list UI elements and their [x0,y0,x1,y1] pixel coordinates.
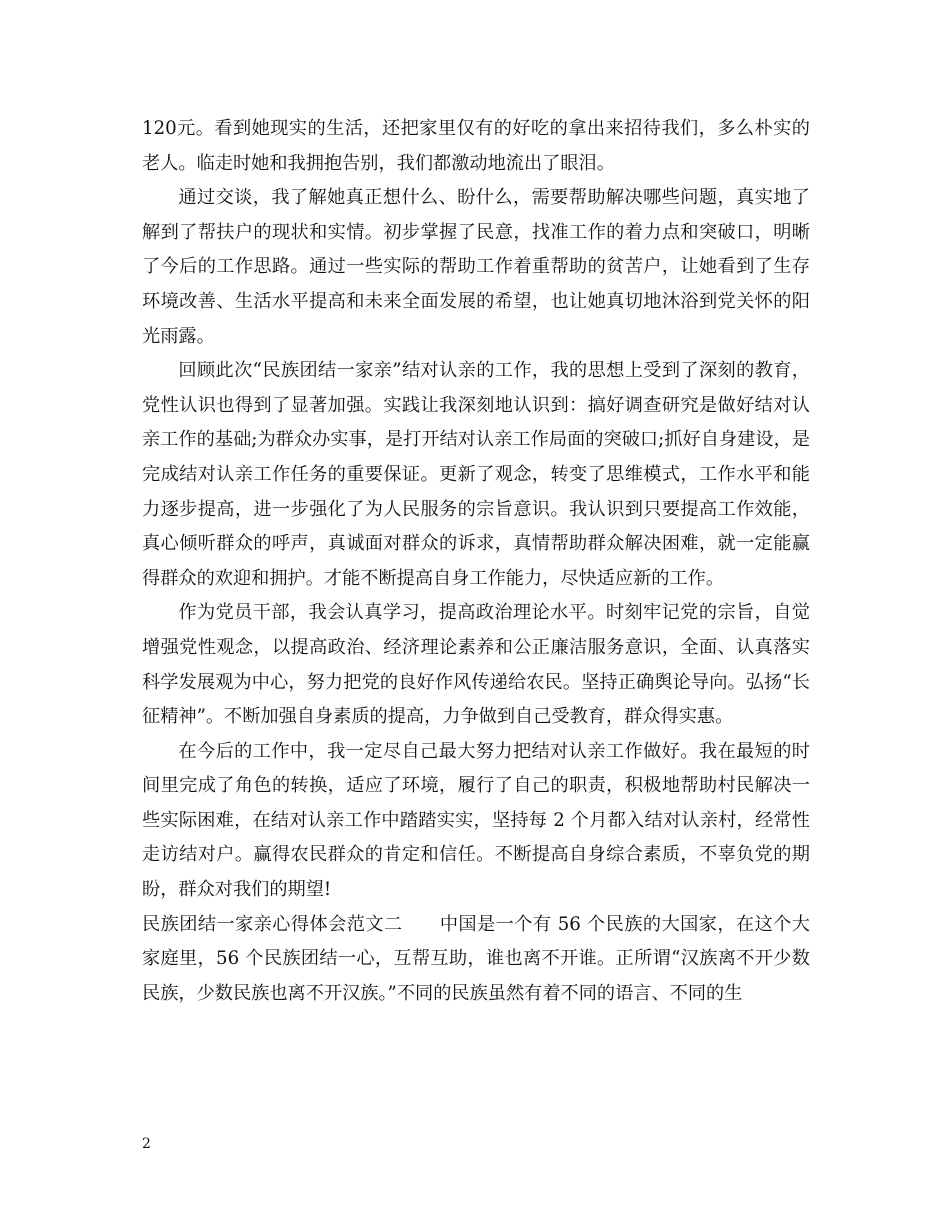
paragraph-1: 120元。看到她现实的生活，还把家里仅有的好吃的拿出来招待我们，多么朴实的老人。临走时她和我拥抱告别，我们都激动地流出了眼泪。 [142,118,810,174]
page-number: 2 [142,1136,151,1152]
document-body [142,112,810,1011]
paragraph-6: 民族团结一家亲心得体会范文二 中国是一个有 56 个民族的大国家，在这个大家庭里，56 个民族团结一心，互帮互助，谁也离不开谁。正所谓“汉族离不开少数民族，少数民族也离不开汉族。”不同的民族虽然有着不同的语言、不同的生 [142,913,810,1004]
paragraph-5: 在今后的工作中，我一定尽自己最大努力把结对认亲工作做好。我在最短的时间里完成了角色的转换，适应了环境，履行了自己的职责，积极地帮助村民解决一些实际困难，在结对认亲工作中踏踏实实，坚持每 2 个月都入结对认亲村，经常性走访结对户。赢得农民群众的肯定和信任。不断提高自身综合素质，不辜负党的期盼，群众对我们的期望! [142,740,810,901]
paragraph-2: 通过交谈，我了解她真正想什么、盼什么，需要帮助解决哪些问题，真实地了解到了帮扶户的现状和实情。初步掌握了民意，找准工作的着力点和突破口，明晰了今后的工作思路。通过一些实际的帮助工作着重帮助的贫苦户，让她看到了生存环境改善、生活水平提高和未来全面发展的希望，也让她真切地沐浴到党关怀的阳光雨露。 [142,187,810,347]
paragraph-4: 作为党员干部，我会认真学习，提高政治理论水平。时刻牢记党的宗旨，自觉增强党性观念，以提高政治、经济理论素养和公正廉洁服务意识，全面、认真落实科学发展观为中心，努力把党的良好作风传递给农民。坚持正确舆论导向。弘扬“长征精神”。不断加强自身素质的提高，力争做到自己受教育，群众得实惠。 [142,602,810,728]
paragraph-3: 回顾此次“民族团结一家亲”结对认亲的工作，我的思想上受到了深刻的教育，党性认识也得到了显著加强。实践让我深刻地认识到：搞好调查研究是做好结对认亲工作的基础;为群众办实事，是打开结对认亲工作局面的突破口;抓好自身建设，是完成结对认亲工作任务的重要保证。更新了观念，转变了思维模式，工作水平和能力逐步提高，进一步强化了为人民服务的宗旨意识。我认识到只要提高工作效能，真心倾听群众的呼声，真诚面对群众的诉求，真情帮助群众解决困难，就一定能赢得群众的欢迎和拥护。才能不断提高自身工作能力，尽快适应新的工作。 [142,360,810,589]
